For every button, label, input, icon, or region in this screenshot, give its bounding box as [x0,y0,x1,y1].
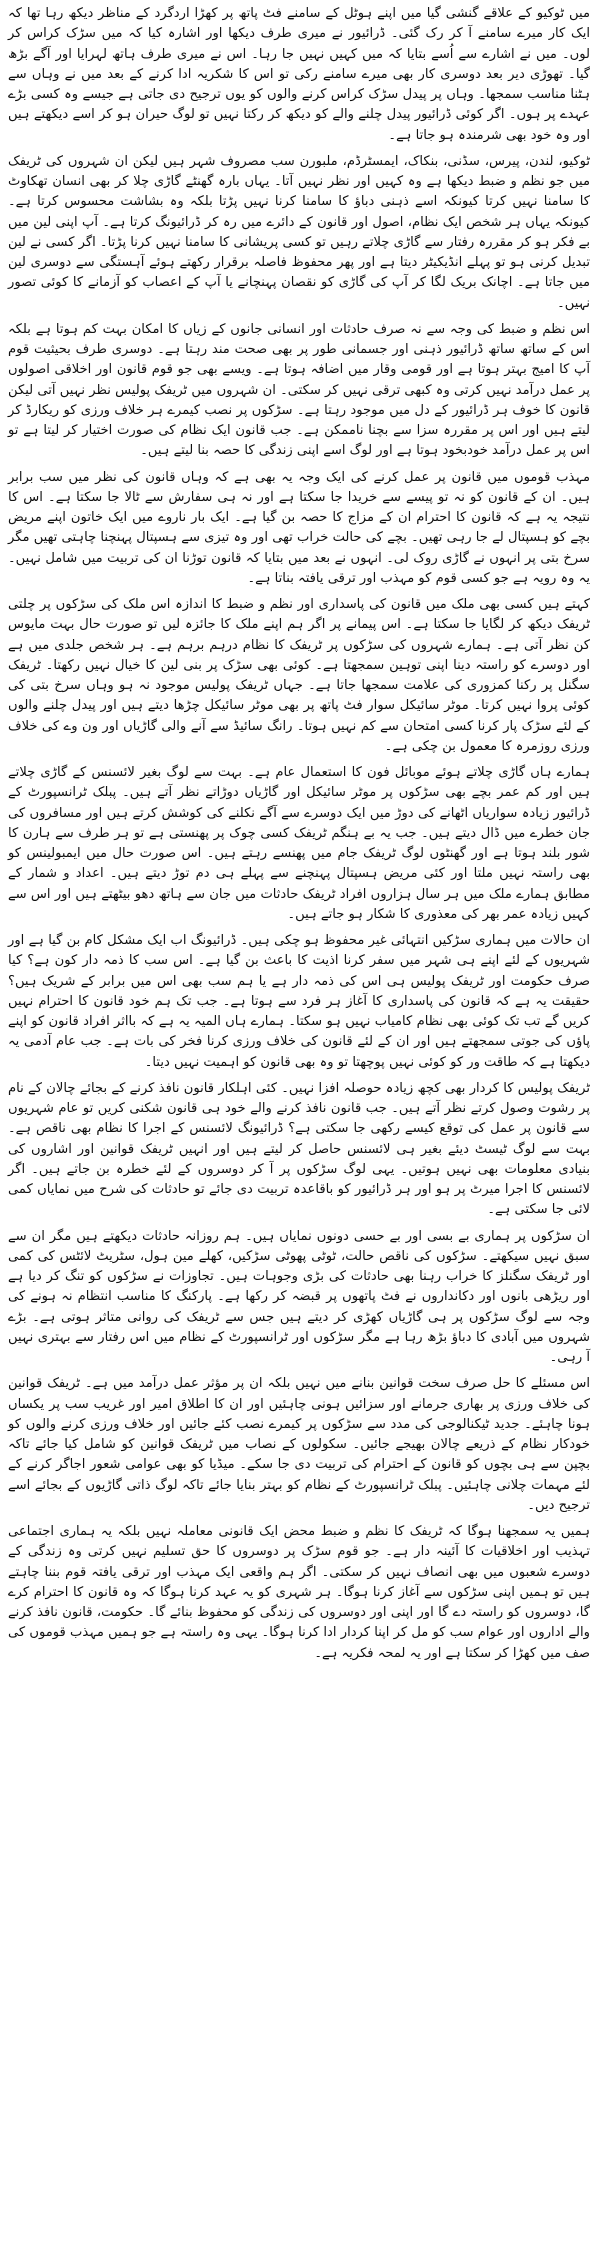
article-paragraph: اس نظم و ضبط کی وجہ سے نہ صرف حادثات اور انسانی جانوں کے زیاں کا امکان بہت کم ہوتا ہے بلکہ اس کے ساتھ ساتھ ڈرائیور ذہنی اور جسمانی طور پر بھی صحت مند رہتا ہے۔ دوسری طرف بحیثیت قوم آپ کا امیج بہتر ہوتا ہے اور قومی وقار میں اضافہ ہوتا ہے۔ ویسے بھی جو قوم قانون اور اخلاقی اصولوں پر عمل درآمد نہیں کرتی وہ کبھی ترقی نہیں کر سکتی۔ ان شہروں میں ٹریفک پولیس نظر نہیں آتی لیکن قانون کا خوف ہر ڈرائیور کے دل میں موجود رہتا ہے۔ سڑکوں پر نصب کیمرے ہر خلاف ورزی کو ریکارڈ کر لیتے ہیں اور اس پر مقررہ سزا سے بچنا ناممکن ہے۔ جب قانون ایک نظام کی صورت اختیار کر لیتا ہے تو اس پر عمل درآمد خودبخود ہوتا ہے اور لوگ اسے اپنی زندگی کا حصہ بنا لیتے ہیں۔ [8,321,590,459]
article-paragraph: ٹوکیو، لندن، پیرس، سڈنی، بنکاک، ایمسٹرڈم، ملبورن سب مصروف شہر ہیں لیکن ان شہروں کی ٹریفک میں جو نظم و ضبط دیکھا ہے وہ کہیں اور نظر نہیں آتا۔ یہاں بارہ گھنٹے گاڑی چلا کر بھی انسان تھکاوٹ کا سامنا نہیں کرتا کیونکہ اسے ذہنی دباؤ کا سامنا کرنا نہیں پڑتا بلکہ وہ بشاشت محسوس کرتا ہے۔ کیونکہ یہاں ہر شخص ایک نظام، اصول اور قانون کے دائرے میں رہ کر ڈرائیونگ کرتا ہے۔ آپ اپنی لین میں بے فکر ہو کر مقررہ رفتار سے گاڑی چلاتے رہیں تو کسی پریشانی کا سامنا نہیں کرنا پڑتا۔ اگر کسی نے لین تبدیل کرنی ہو تو پہلے انڈیکیٹر دیتا ہے اور پھر محفوظ فاصلہ برقرار رکھتے ہوئے آہستگی سے دوسری لین میں جاتا ہے۔ اچانک بریک لگا کر آپ کی گاڑی کو نقصان پہنچانے یا آپ کے اعصاب کو آزمانے کا کوئی تصور نہیں۔ [8,153,590,311]
article-paragraph: ہمارے ہاں گاڑی چلاتے ہوئے موبائل فون کا استعمال عام ہے۔ بہت سے لوگ بغیر لائسنس کے گاڑی چلاتے ہیں اور کم عمر بچے بھی سڑکوں پر موٹر سائیکل اور گاڑیاں دوڑاتے نظر آتے ہیں۔ پبلک ٹرانسپورٹ کے ڈرائیور زیادہ سواریاں اٹھانے کی دوڑ میں ایک دوسرے سے آگے نکلنے کی کوشش کرتے ہیں اور مسافروں کی جان خطرے میں ڈال دیتے ہیں۔ جب یہ بے ہنگم ٹریفک کسی چوک پر پھنستی ہے تو ہر طرف سے ہارن کا شور بلند ہوتا ہے اور گھنٹوں لوگ ٹریفک جام میں پھنسے رہتے ہیں۔ اس صورت حال میں ایمبولینس کو بھی راستہ نہیں ملتا اور کئی مریض ہسپتال پہنچنے سے پہلے ہی دم توڑ دیتے ہیں۔ اعداد و شمار کے مطابق ہمارے ملک میں ہر سال ہزاروں افراد ٹریفک حادثات میں جان سے ہاتھ دھو بیٹھتے ہیں اور اس سے کہیں زیادہ عمر بھر کی معذوری کا شکار ہو جاتے ہیں۔ [8,765,590,922]
article-paragraph: ٹریفک پولیس کا کردار بھی کچھ زیادہ حوصلہ افزا نہیں۔ کئی اہلکار قانون نافذ کرنے کے بجائے چالان کے نام پر رشوت وصول کرتے نظر آتے ہیں۔ جب قانون نافذ کرنے والے خود ہی قانون شکنی کریں تو عام شہریوں سے قانون پر عمل کی توقع کیسے رکھی جا سکتی ہے؟ ڈرائیونگ لائسنس کے اجرا کا نظام بھی ناقص ہے۔ بہت سے لوگ ٹیسٹ دیئے بغیر ہی لائسنس حاصل کر لیتے ہیں اور انہیں ٹریفک قوانین اور اشاروں کی بنیادی معلومات بھی نہیں ہوتیں۔ یہی لوگ سڑکوں پر آ کر دوسروں کے لئے خطرہ بن جاتے ہیں۔ اگر لائسنس کا اجرا میرٹ پر ہو اور ہر ڈرائیور کو باقاعدہ تربیت دی جائے تو حادثات کی شرح میں نمایاں کمی لائی جا سکتی ہے۔ [8,1080,590,1218]
article-paragraph: کہتے ہیں کسی بھی ملک میں قانون کی پاسداری اور نظم و ضبط کا اندازہ اس ملک کی سڑکوں پر چلتی ٹریفک دیکھ کر لگایا جا سکتا ہے۔ اس پیمانے پر اگر ہم اپنے ملک کا جائزہ لیں تو صورت حال بہت مایوس کن نظر آتی ہے۔ ہمارے شہروں کی سڑکوں پر ٹریفک کا نظام درہم برہم ہے۔ ہر شخص جلدی میں ہے اور دوسرے کو راستہ دینا اپنی توہین سمجھتا ہے۔ کوئی بھی سڑک پر بنی لین کا خیال نہیں رکھتا۔ ٹریفک سگنل پر رکنا کمزوری کی علامت سمجھا جاتا ہے۔ جہاں ٹریفک پولیس موجود نہ ہو وہاں سرخ بتی کی کوئی پروا نہیں کرتا۔ موٹر سائیکل سوار فٹ پاتھ پر بھی موٹر سائیکل چڑھا دیتے ہیں اور پیدل چلنے والوں کے لئے سڑک پار کرنا کسی امتحان سے کم نہیں ہوتا۔ رانگ سائیڈ سے آنے والی گاڑیاں اور ون وے کی خلاف ورزی روزمرہ کا معمول بن چکی ہے۔ [8,597,590,754]
article-paragraph: ان سڑکوں پر ہماری بے بسی اور بے حسی دونوں نمایاں ہیں۔ ہم روزانہ حادثات دیکھتے ہیں مگر ان سے سبق نہیں سیکھتے۔ سڑکوں کی ناقص حالت، ٹوٹی پھوٹی سڑکیں، کھلے مین ہول، سٹریٹ لائٹس کی کمی اور ٹریفک سگنلز کا خراب رہنا بھی حادثات کی بڑی وجوہات ہیں۔ تجاوزات نے سڑکوں کو تنگ کر دیا ہے اور ریڑھی بانوں اور دکانداروں نے فٹ پاتھوں پر قبضہ کر رکھا ہے۔ پارکنگ کا مناسب انتظام نہ ہونے کی وجہ سے لوگ سڑکوں پر ہی گاڑیاں کھڑی کر دیتے ہیں جس سے ٹریفک کی روانی متاثر ہوتی ہے۔ بڑے شہروں میں آبادی کا دباؤ بڑھ رہا ہے مگر سڑکوں اور ٹرانسپورٹ کے نظام میں اس رفتار سے بہتری نہیں آ رہی۔ [8,1228,590,1365]
article-paragraph: ان حالات میں ہماری سڑکیں انتہائی غیر محفوظ ہو چکی ہیں۔ ڈرائیونگ اب ایک مشکل کام بن گیا ہے اور شہریوں کے لئے اپنے ہی شہر میں سفر کرنا اذیت کا باعث بن گیا ہے۔ اس سب کا ذمہ دار کون ہے؟ کیا صرف حکومت اور ٹریفک پولیس ہی اس کی ذمہ دار ہے یا ہم سب بھی اس میں برابر کے شریک ہیں؟ حقیقت یہ ہے کہ قانون کی پاسداری کا آغاز ہر فرد سے ہوتا ہے۔ جب تک ہم خود قانون کا احترام نہیں کریں گے تب تک کوئی بھی نظام کامیاب نہیں ہو سکتا۔ ہمارے ہاں المیہ یہ ہے کہ بااثر افراد قانون کو اپنے پاؤں کی جوتی سمجھتے ہیں اور ان کے لئے قانون کی خلاف ورزی کرنا فخر کی بات ہے۔ جب عام آدمی یہ دیکھتا ہے کہ طاقت ور کو کوئی نہیں پوچھتا تو وہ بھی قانون کو اہمیت نہیں دیتا۔ [8,933,590,1070]
article-column [8,0,590,1664]
article-paragraph: اس مسئلے کا حل صرف سخت قوانین بنانے میں نہیں بلکہ ان پر مؤثر عمل درآمد میں ہے۔ ٹریفک قوانین کی خلاف ورزی پر بھاری جرمانے اور سزائیں ہونی چاہئیں اور ان کا اطلاق امیر اور غریب سب پر یکساں ہونا چاہئے۔ جدید ٹیکنالوجی کی مدد سے سڑکوں پر کیمرے نصب کئے جائیں اور خلاف ورزی کرنے والوں کو خودکار نظام کے ذریعے چالان بھیجے جائیں۔ سکولوں کے نصاب میں ٹریفک قوانین کو شامل کیا جائے تاکہ بچپن سے ہی بچوں کو قانون کے احترام کی تربیت دی جا سکے۔ میڈیا کو بھی عوامی شعور اجاگر کرنے کے لئے مہمات چلانی چاہئیں۔ پبلک ٹرانسپورٹ کے نظام کو بہتر بنایا جائے تاکہ لوگ ذاتی گاڑیوں کے بجائے اسے ترجیح دیں۔ [8,1376,590,1513]
article-paragraph: مہذب قوموں میں قانون پر عمل کرنے کی ایک وجہ یہ بھی ہے کہ وہاں قانون کی نظر میں سب برابر ہیں۔ ان کے قانون کو نہ تو پیسے سے خریدا جا سکتا ہے اور نہ ہی سفارش سے ٹالا جا سکتا ہے۔ اس کا نتیجہ یہ ہے کہ قانون کا احترام ان کے مزاج کا حصہ بن گیا ہے۔ ایک بار ناروے میں ایک خاتون اپنے مریض بچے کو ہسپتال لے جا رہی تھیں۔ بچے کی حالت خراب تھی اور وہ تیزی سے ہسپتال پہنچنا چاہتی تھیں مگر سرخ بتی پر انہوں نے گاڑی روک لی۔ انہوں نے بعد میں بتایا کہ قانون توڑنا ان کی تربیت میں شامل نہیں۔ یہ وہ رویہ ہے جو کسی قوم کو مہذب اور ترقی یافتہ بناتا ہے۔ [8,469,590,586]
article-paragraph: ہمیں یہ سمجھنا ہوگا کہ ٹریفک کا نظم و ضبط محض ایک قانونی معاملہ نہیں بلکہ یہ ہماری اجتماعی تہذیب اور اخلاقیات کا آئینہ دار ہے۔ جو قوم سڑک پر دوسروں کا حق تسلیم نہیں کرتی وہ زندگی کے دوسرے شعبوں میں بھی انصاف نہیں کر سکتی۔ اگر ہم واقعی ایک مہذب اور ترقی یافتہ قوم بننا چاہتے ہیں تو ہمیں اپنی سڑکوں سے آغاز کرنا ہوگا۔ ہر شہری کو یہ عہد کرنا ہوگا کہ وہ قانون کا احترام کرے گا، دوسروں کو راستہ دے گا اور اپنی اور دوسروں کی زندگی کو محفوظ بنائے گا۔ حکومت، قانون نافذ کرنے والے اداروں اور عوام سب کو مل کر اپنا کردار ادا کرنا ہوگا۔ یہی وہ راستہ ہے جو ہمیں مہذب قوموں کی صف میں کھڑا کر سکتا ہے اور یہ لمحہ فکریہ ہے۔ [8,1524,590,1661]
article-paragraph: میں ٹوکیو کے علاقے گنشی گیا میں اپنے ہوٹل کے سامنے فٹ پاتھ پر کھڑا اردگرد کے مناظر دیکھ رہا تھا کہ ایک کار میرے سامنے آ کر رک گئی۔ ڈرائیور نے میری طرف دیکھا اور اشارہ کیا کہ میں سڑک کراس کر لوں۔ میں نے اشارے سے اُسے بتایا کہ میں کہیں نہیں جا رہا۔ اس نے میری طرف ہاتھ لہرایا اور آگے بڑھ گیا۔ تھوڑی دیر بعد دوسری کار بھی میرے سامنے رکی تو اس کا شکریہ ادا کرنے کے بعد میں نے وہاں سے ہٹنا مناسب سمجھا۔ وہاں پر پیدل سڑک کراس کرنے والوں کو یوں ترجیح دی جاتی ہے جیسے وہ کسی بڑے عہدے پر ہوں۔ اگر کوئی ڈرائیور پیدل چلنے والے کو دیکھ کر رکتا نہیں تو لوگ حیران ہو کر اسے دیکھتے ہیں اور وہ خود بھی شرمندہ ہو جاتا ہے۔ [8,6,590,143]
